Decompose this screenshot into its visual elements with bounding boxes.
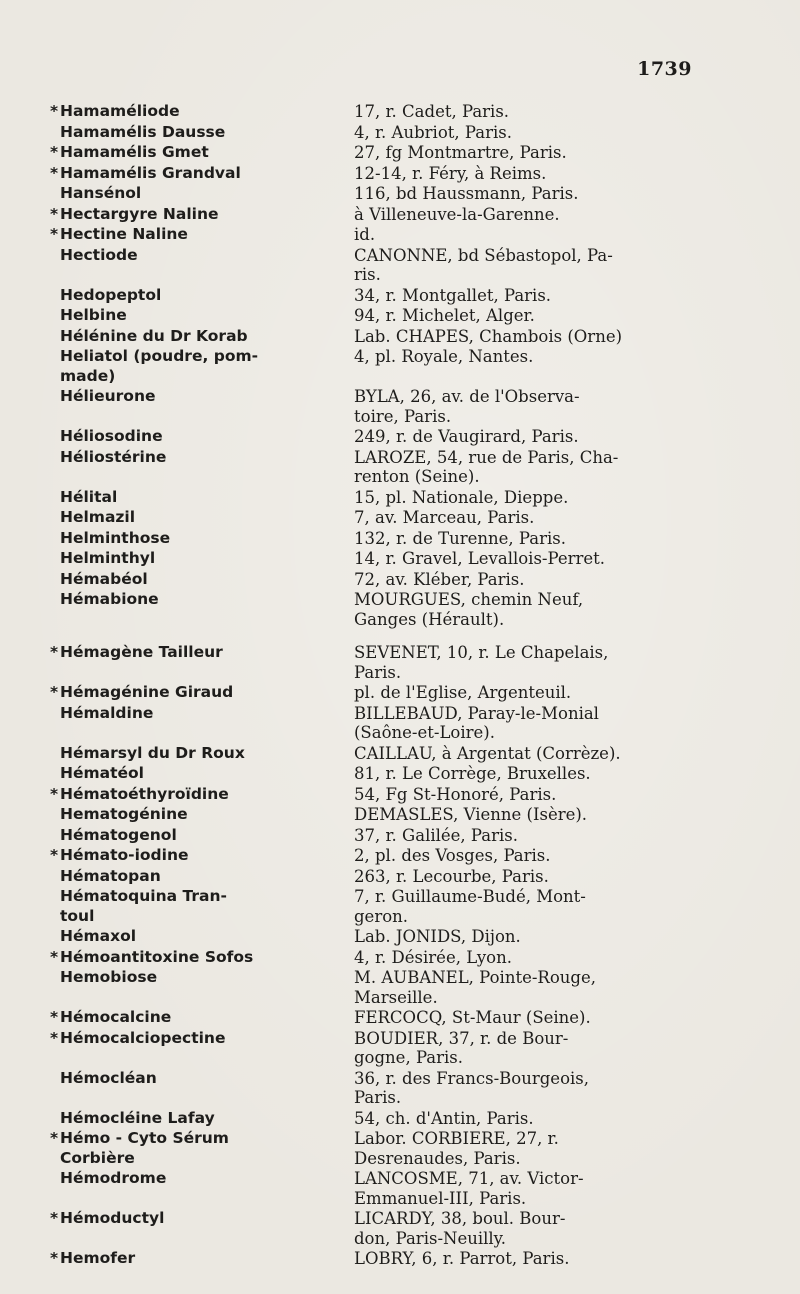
product-name: [50, 590, 350, 610]
list-item: [50, 867, 700, 887]
manufacturer-address: Labor. CORBIERE, 27, r. Desrenaudes, Paris.: [354, 1129, 559, 1168]
list-item: [50, 887, 700, 926]
list-item: [50, 488, 700, 508]
product-name: [50, 327, 350, 347]
manufacturer-address: FERCOCQ, St-Maur (Seine).: [354, 1008, 591, 1027]
product-name: [50, 143, 350, 163]
manufacturer-address: 263, r. Lecourbe, Paris.: [354, 866, 549, 886]
manufacturer-address: 4, r. Aubriot, Paris.: [354, 122, 512, 142]
manufacturer-address: BOUDIER, 37, r. de Bour- gogne, Paris.: [354, 1028, 569, 1067]
product-name: [50, 102, 350, 122]
asterisk-mark: *: [50, 225, 59, 243]
manufacturer-address: M. AUBANEL, Pointe-Rouge, Marseille.: [354, 968, 596, 1007]
product-name-text: Hématoéthyroïdine: [60, 784, 229, 803]
manufacturer-address: CANONNE, bd Sébastopol, Pa- ris.: [354, 245, 613, 284]
asterisk-mark: *: [50, 643, 59, 661]
manufacturer-address: à Villeneuve-la-Garenne.: [354, 204, 560, 224]
product-name: [50, 488, 350, 508]
list-item: [50, 102, 700, 122]
product-name-text: Hedopeptol: [60, 285, 162, 304]
product-name: [50, 805, 350, 825]
manufacturer-address: 17, r. Cadet, Paris.: [354, 102, 510, 121]
list-item: [50, 805, 700, 825]
list-item: [50, 570, 700, 590]
asterisk-mark: *: [50, 1209, 59, 1227]
product-name: [50, 826, 350, 846]
product-name: [50, 448, 350, 468]
asterisk-mark: *: [50, 1028, 59, 1047]
product-name: [50, 744, 350, 764]
product-name-text: Hémoantitoxine Sofos: [60, 947, 254, 966]
manufacturer-address: 72, av. Kléber, Paris.: [354, 569, 525, 589]
product-name: [50, 1029, 350, 1049]
product-name: [50, 205, 350, 225]
manufacturer-address: Lab. JONIDS, Dijon.: [354, 927, 521, 946]
manufacturer-address: 54, Fg St-Honoré, Paris.: [354, 784, 557, 804]
manufacturer-address: 7, r. Guillaume-Budé, Mont- geron.: [354, 887, 586, 926]
list-item: [50, 549, 700, 569]
asterisk-mark: *: [50, 1008, 59, 1026]
product-name-text: Hémaldine: [60, 703, 154, 722]
manufacturer-address: MOURGUES, chemin Neuf, Ganges (Hérault).: [354, 590, 584, 629]
asterisk-mark: *: [50, 204, 59, 223]
list-item: [50, 764, 700, 784]
list-item: [50, 286, 700, 306]
manufacturer-address: 37, r. Galilée, Paris.: [354, 825, 518, 845]
list-item: [50, 1169, 700, 1208]
product-name-text: Hémodrome: [60, 1169, 167, 1187]
list-item: [50, 643, 700, 682]
product-name-text: Helminthose: [60, 528, 171, 547]
product-name: [50, 1069, 350, 1089]
product-name-text: Hémo - Cyto Sérum Corbière: [60, 1129, 229, 1167]
asterisk-mark: *: [50, 846, 59, 864]
list-item: [50, 1109, 700, 1129]
product-name: [50, 785, 350, 805]
manufacturer-address: pl. de l'Eglise, Argenteuil.: [354, 683, 572, 702]
manufacturer-address: LOBRY, 6, r. Parrot, Paris.: [354, 1249, 570, 1268]
product-name: [50, 867, 350, 887]
list-item: [50, 744, 700, 764]
product-name-text: Hectargyre Naline: [60, 204, 219, 223]
product-name: [50, 846, 350, 866]
product-name: [50, 549, 350, 569]
asterisk-mark: *: [50, 784, 59, 803]
manufacturer-address: 132, r. de Turenne, Paris.: [354, 528, 566, 548]
product-name-text: Hématoquina Tran- toul: [60, 887, 227, 925]
list-item: [50, 387, 700, 426]
manufacturer-address: SEVENET, 10, r. Le Chapelais, Paris.: [354, 643, 609, 682]
manufacturer-address: 15, pl. Nationale, Dieppe.: [354, 487, 569, 507]
product-name-text: Hamamélis Grandval: [60, 163, 241, 182]
asterisk-mark: *: [50, 102, 59, 120]
product-name: [50, 570, 350, 590]
product-name: [50, 1008, 350, 1028]
manufacturer-address: 2, pl. des Vosges, Paris.: [354, 846, 551, 865]
list-item: [50, 846, 700, 866]
product-name: [50, 1109, 350, 1129]
product-name-text: Hémabéol: [60, 569, 148, 588]
product-name-text: Hematogénine: [60, 805, 188, 823]
product-name-text: Hémocléan: [60, 1068, 157, 1087]
manufacturer-address: 36, r. des Francs-Bourgeois, Paris.: [354, 1068, 589, 1107]
product-name-text: Héliosodine: [60, 427, 163, 445]
list-item: [50, 1029, 700, 1068]
product-name: [50, 184, 350, 204]
product-name-text: Hélieurone: [60, 387, 156, 405]
product-name: [50, 427, 350, 447]
product-name: [50, 387, 350, 407]
manufacturer-address: BILLEBAUD, Paray-le-Monial (Saône-et-Loire).: [354, 703, 599, 742]
product-name-text: Helminthyl: [60, 549, 156, 567]
product-name: [50, 286, 350, 306]
list-item: [50, 448, 700, 487]
product-name-text: Hélénine du Dr Korab: [60, 326, 248, 345]
manufacturer-address: LICARDY, 38, boul. Bour- don, Paris-Neuilly.: [354, 1209, 566, 1248]
list-item: [50, 306, 700, 326]
product-name-text: Hémaxol: [60, 927, 137, 945]
asterisk-mark: *: [50, 683, 59, 701]
product-name-text: Hemobiose: [60, 968, 158, 986]
product-name-text: Hémagénine Giraud: [60, 683, 234, 701]
manufacturer-address: 7, av. Marceau, Paris.: [354, 508, 535, 527]
list-item: [50, 927, 700, 947]
product-name-text: Hansénol: [60, 184, 142, 202]
manufacturer-address: 54, ch. d'Antin, Paris.: [354, 1108, 534, 1128]
product-name: [50, 123, 350, 143]
product-name: [50, 164, 350, 184]
product-name: [50, 508, 350, 528]
list-item: [50, 529, 700, 549]
product-name-text: Hamaméliode: [60, 102, 180, 120]
manufacturer-address: 14, r. Gravel, Levallois-Perret.: [354, 549, 606, 568]
list-item: [50, 1129, 700, 1168]
manufacturer-address: 94, r. Michelet, Alger.: [354, 306, 535, 325]
asterisk-mark: *: [50, 1249, 59, 1267]
manufacturer-address: 4, pl. Royale, Nantes.: [354, 347, 534, 366]
list-item: [50, 123, 700, 143]
product-name: [50, 887, 350, 926]
list-item: [50, 1069, 700, 1108]
list-item: [50, 683, 700, 703]
entry-list: [50, 102, 700, 1270]
list-item: [50, 225, 700, 245]
product-name: [50, 948, 350, 968]
list-item: [50, 184, 700, 204]
product-name: [50, 1169, 350, 1189]
manufacturer-address: LANCOSME, 71, av. Victor- Emmanuel-III, Paris.: [354, 1169, 584, 1208]
list-item: [50, 826, 700, 846]
list-item: [50, 948, 700, 968]
product-name-text: Hémato-iodine: [60, 846, 189, 864]
manufacturer-address: 249, r. de Vaugirard, Paris.: [354, 427, 579, 446]
product-name-text: Hémarsyl du Dr Roux: [60, 743, 245, 762]
page-number: 1739: [637, 58, 692, 80]
product-name-text: Hémoductyl: [60, 1209, 165, 1227]
manufacturer-address: 81, r. Le Corrège, Bruxelles.: [354, 764, 591, 783]
product-name: [50, 306, 350, 326]
manufacturer-address: 4, r. Désirée, Lyon.: [354, 947, 512, 967]
product-name: [50, 347, 350, 386]
product-name: [50, 968, 350, 988]
manufacturer-address: 27, fg Montmartre, Paris.: [354, 143, 567, 162]
list-item: [50, 246, 700, 285]
list-item: [50, 143, 700, 163]
list-item: [50, 1008, 700, 1028]
product-name-text: Hamamélis Gmet: [60, 143, 209, 161]
manufacturer-address: DEMASLES, Vienne (Isère).: [354, 805, 588, 824]
product-name: [50, 643, 350, 663]
list-item: [50, 1249, 700, 1269]
product-name-text: Héliostérine: [60, 447, 167, 466]
manufacturer-address: 34, r. Montgallet, Paris.: [354, 285, 552, 305]
product-name-text: Helbine: [60, 306, 127, 324]
manufacturer-address: BYLA, 26, av. de l'Observa- toire, Paris.: [354, 387, 580, 426]
product-name-text: Hématogenol: [60, 825, 177, 844]
product-name: [50, 683, 350, 703]
product-name-text: Hématéol: [60, 764, 144, 782]
product-name-text: Hémocalciopectine: [60, 1028, 226, 1047]
list-item: [50, 968, 700, 1007]
product-name-text: Heliatol (poudre, pom- made): [60, 347, 259, 385]
product-name-text: Hémocalcine: [60, 1008, 172, 1026]
product-name-text: Hémabione: [60, 590, 159, 608]
manufacturer-address: CAILLAU, à Argentat (Corrèze).: [354, 743, 621, 763]
product-name-text: Hémagène Tailleur: [60, 643, 223, 661]
product-name-text: Helmazil: [60, 508, 136, 526]
list-item: [50, 1209, 700, 1248]
asterisk-mark: *: [50, 1129, 59, 1147]
product-name-text: Hématopan: [60, 866, 161, 885]
product-name-text: Hémocléine Lafay: [60, 1108, 215, 1127]
product-name-text: Hamamélis Dausse: [60, 122, 226, 141]
list-item: [50, 327, 700, 347]
list-item: [50, 347, 700, 386]
manufacturer-address: LAROZE, 54, rue de Paris, Cha- renton (Seine).: [354, 447, 619, 486]
manufacturer-address: 116, bd Haussmann, Paris.: [354, 184, 579, 203]
product-name-text: Hemofer: [60, 1249, 136, 1267]
product-name: [50, 1209, 350, 1229]
manufacturer-address: id.: [354, 225, 376, 244]
product-name: [50, 1249, 350, 1269]
product-name: [50, 764, 350, 784]
list-item: [50, 508, 700, 528]
product-name: [50, 529, 350, 549]
list-item: [50, 785, 700, 805]
list-item: [50, 590, 700, 629]
manufacturer-address: 12-14, r. Féry, à Reims.: [354, 163, 547, 183]
product-name-text: Hélital: [60, 487, 118, 506]
product-name: [50, 225, 350, 245]
list-item: [50, 427, 700, 447]
manufacturer-address: Lab. CHAPES, Chambois (Orne): [354, 326, 623, 346]
asterisk-mark: *: [50, 163, 59, 182]
asterisk-mark: *: [50, 947, 59, 966]
asterisk-mark: *: [50, 143, 59, 161]
product-name: [50, 246, 350, 266]
product-name: [50, 1129, 350, 1168]
product-name: [50, 927, 350, 947]
product-name-text: Hectiode: [60, 245, 138, 264]
product-name: [50, 704, 350, 724]
list-item: [50, 205, 700, 225]
list-item: [50, 704, 700, 743]
list-item: [50, 164, 700, 184]
product-name-text: Hectine Naline: [60, 225, 188, 243]
